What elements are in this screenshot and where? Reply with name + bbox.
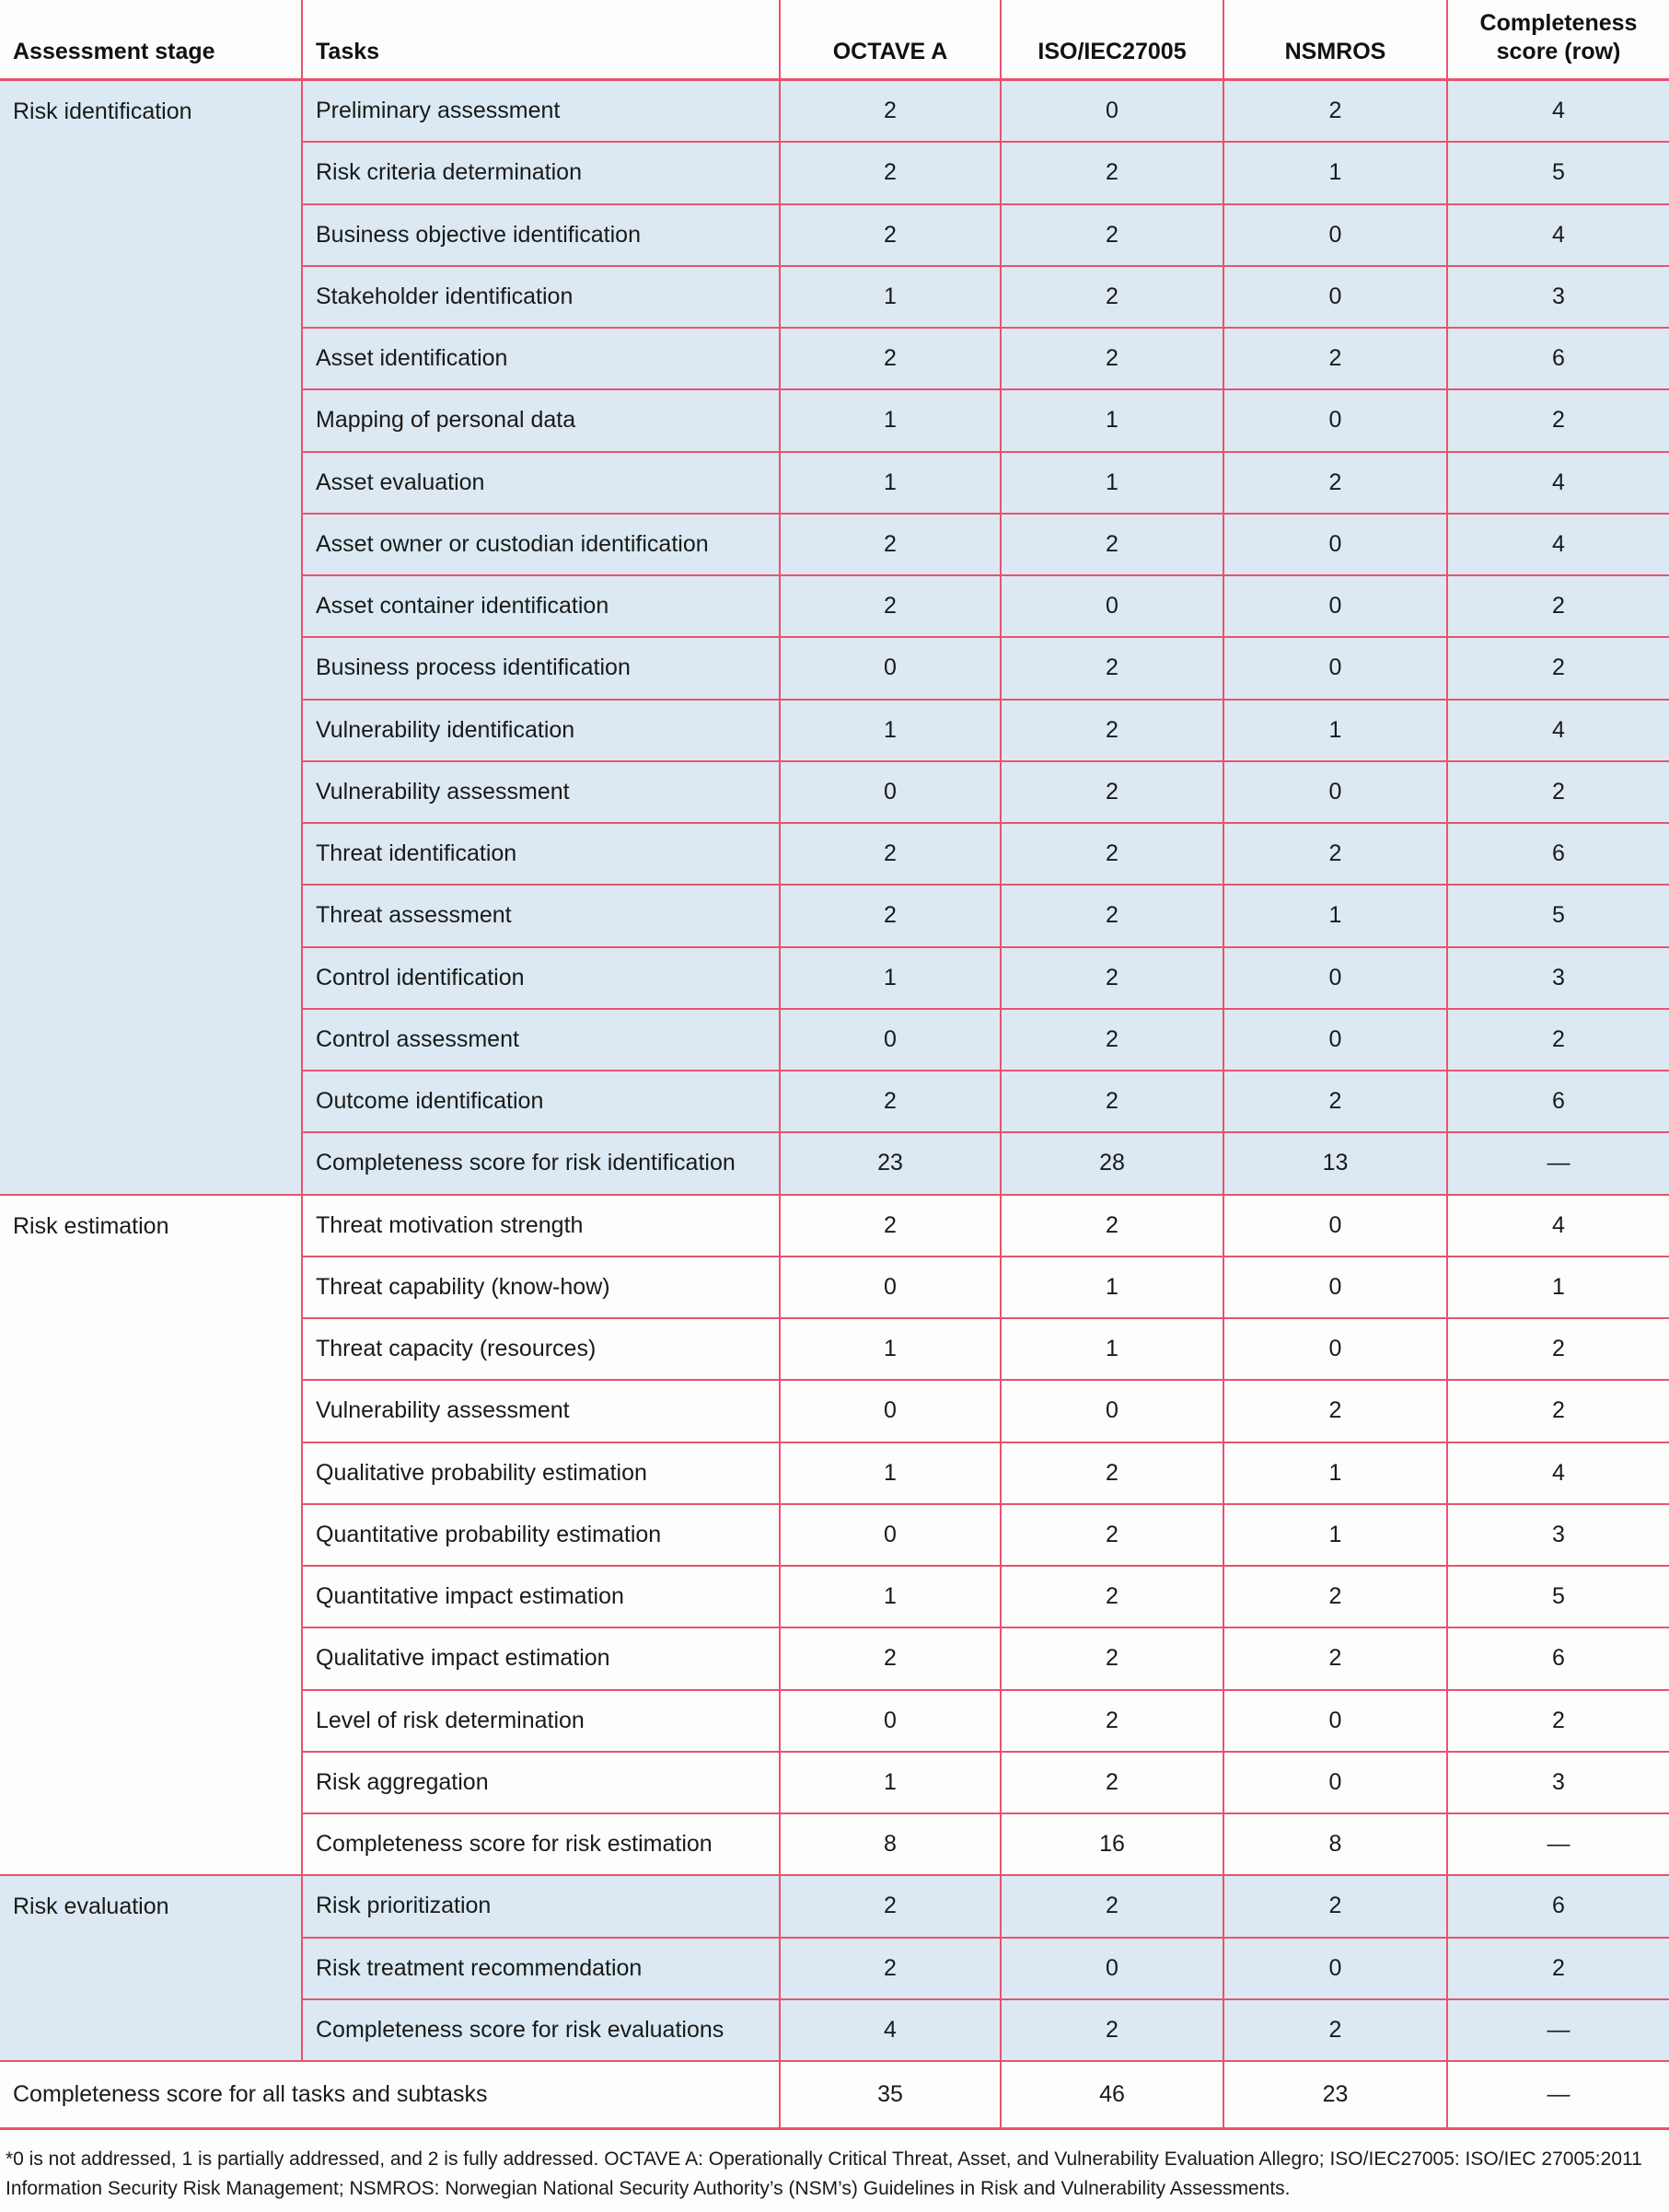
row-completeness-score-cell: — (1447, 1999, 1669, 2061)
nsmros-cell: 1 (1223, 1504, 1447, 1566)
row-completeness-score-cell: 4 (1447, 204, 1669, 266)
octave-a-cell: 0 (780, 761, 1001, 823)
task-cell: Business objective identification (302, 204, 780, 266)
octave-a-cell: 1 (780, 1318, 1001, 1380)
table-row (0, 80, 1669, 143)
column-header-assessment-stage: Assessment stage (0, 0, 302, 80)
octave-a-cell: 2 (780, 1875, 1001, 1937)
task-cell: Mapping of personal data (302, 389, 780, 451)
row-completeness-score-cell: 4 (1447, 1442, 1669, 1504)
row-completeness-score-cell: 2 (1447, 1938, 1669, 1999)
nsmros-cell: 2 (1223, 1071, 1447, 1132)
nsmros-cell: 0 (1223, 1195, 1447, 1257)
task-cell: Qualitative impact estimation (302, 1627, 780, 1689)
row-completeness-score-cell: 1 (1447, 1257, 1669, 1318)
row-completeness-score-cell: 3 (1447, 1752, 1669, 1813)
task-cell: Business process identification (302, 637, 780, 699)
task-cell: Risk treatment recommendation (302, 1938, 780, 1999)
iso-iec27005-cell: 2 (1001, 885, 1223, 946)
table-body (0, 80, 1669, 2129)
iso-iec27005-cell: 2 (1001, 823, 1223, 885)
nsmros-cell: 0 (1223, 389, 1447, 451)
row-completeness-score-cell: 2 (1447, 389, 1669, 451)
iso-iec27005-cell: 1 (1001, 1257, 1223, 1318)
row-completeness-score-cell: 2 (1447, 637, 1669, 699)
nsmros-cell: 0 (1223, 1690, 1447, 1752)
task-cell: Threat motivation strength (302, 1195, 780, 1257)
stage-cell: Risk estimation (0, 1195, 302, 1876)
task-cell: Completeness score for risk identification (302, 1132, 780, 1194)
task-cell: Vulnerability assessment (302, 1380, 780, 1442)
octave-a-cell: 0 (780, 1257, 1001, 1318)
table-row (0, 1875, 1669, 1937)
header-row (0, 0, 1669, 80)
octave-a-cell: 2 (780, 204, 1001, 266)
row-completeness-score-cell: 2 (1447, 1690, 1669, 1752)
iso-iec27005-cell: 2 (1001, 1071, 1223, 1132)
iso-iec27005-cell: 2 (1001, 1504, 1223, 1566)
iso-iec27005-cell: 2 (1001, 514, 1223, 575)
octave-a-cell: 2 (780, 514, 1001, 575)
task-cell: Asset owner or custodian identification (302, 514, 780, 575)
column-header-tasks: Tasks (302, 0, 780, 80)
task-cell: Risk prioritization (302, 1875, 780, 1937)
row-completeness-score-cell: 5 (1447, 142, 1669, 203)
nsmros-cell: 2 (1223, 1627, 1447, 1689)
iso-iec27005-cell: 28 (1001, 1132, 1223, 1194)
iso-iec27005-cell: 0 (1001, 1380, 1223, 1442)
iso-iec27005-cell: 2 (1001, 761, 1223, 823)
octave-a-cell: 2 (780, 1938, 1001, 1999)
iso-iec27005-cell: 2 (1001, 1009, 1223, 1071)
octave-a-cell: 2 (780, 823, 1001, 885)
nsmros-cell: 0 (1223, 1257, 1447, 1318)
octave-a-cell: 2 (780, 328, 1001, 389)
iso-iec27005-cell: 2 (1001, 204, 1223, 266)
nsmros-cell: 2 (1223, 452, 1447, 514)
nsmros-cell: 2 (1223, 1875, 1447, 1937)
grand-total-iso-iec27005: 46 (1001, 2061, 1223, 2129)
row-completeness-score-cell: 2 (1447, 1380, 1669, 1442)
iso-iec27005-cell: 2 (1001, 1690, 1223, 1752)
row-completeness-score-cell: 6 (1447, 1071, 1669, 1132)
grand-total-score: — (1447, 2061, 1669, 2129)
iso-iec27005-cell: 2 (1001, 266, 1223, 328)
iso-iec27005-cell: 0 (1001, 80, 1223, 143)
octave-a-cell: 1 (780, 266, 1001, 328)
column-header-octave-a: OCTAVE A (780, 0, 1001, 80)
row-completeness-score-cell: 6 (1447, 1875, 1669, 1937)
nsmros-cell: 8 (1223, 1813, 1447, 1875)
row-completeness-score-cell: 3 (1447, 266, 1669, 328)
row-completeness-score-cell: 6 (1447, 1627, 1669, 1689)
nsmros-cell: 0 (1223, 761, 1447, 823)
octave-a-cell: 0 (780, 1690, 1001, 1752)
row-completeness-score-cell: 2 (1447, 1318, 1669, 1380)
task-cell: Control assessment (302, 1009, 780, 1071)
nsmros-cell: 2 (1223, 1999, 1447, 2061)
grand-total-row (0, 2061, 1669, 2129)
nsmros-cell: 1 (1223, 700, 1447, 761)
octave-a-cell: 1 (780, 389, 1001, 451)
nsmros-cell: 0 (1223, 1318, 1447, 1380)
stage-cell: Risk identification (0, 80, 302, 1195)
row-completeness-score-cell: 2 (1447, 575, 1669, 637)
row-completeness-score-cell: 4 (1447, 80, 1669, 143)
task-cell: Threat capability (know-how) (302, 1257, 780, 1318)
iso-iec27005-cell: 1 (1001, 452, 1223, 514)
iso-iec27005-cell: 0 (1001, 575, 1223, 637)
column-header-completeness-score-row (1447, 0, 1669, 80)
task-cell: Quantitative probability estimation (302, 1504, 780, 1566)
row-completeness-score-cell: 2 (1447, 1009, 1669, 1071)
task-cell: Level of risk determination (302, 1690, 780, 1752)
task-cell: Stakeholder identification (302, 266, 780, 328)
iso-iec27005-cell: 2 (1001, 1195, 1223, 1257)
iso-iec27005-cell: 2 (1001, 328, 1223, 389)
row-completeness-score-cell: 6 (1447, 823, 1669, 885)
completeness-header-line-2: score (row) (1496, 38, 1621, 64)
task-cell: Outcome identification (302, 1071, 780, 1132)
table-row (0, 1195, 1669, 1257)
iso-iec27005-cell: 2 (1001, 700, 1223, 761)
iso-iec27005-cell: 2 (1001, 1442, 1223, 1504)
iso-iec27005-cell: 2 (1001, 1627, 1223, 1689)
table-footnote: *0 is not addressed, 1 is partially addressed, and 2 is fully addressed. OCTAVE A: Operationally Critical Threat, Asset, and Vulnerability Evaluation Allegro; ISO/IEC27005: ISO/IEC 27005:2011 Information Security Risk Management; NSMROS: Norwegian National Security Authority’s (NSM’s) Guidelines in Risk and Vulnerability Assessments. (6, 2148, 1642, 2199)
task-cell: Risk aggregation (302, 1752, 780, 1813)
task-cell: Vulnerability assessment (302, 761, 780, 823)
nsmros-cell: 2 (1223, 1380, 1447, 1442)
iso-iec27005-cell: 2 (1001, 1999, 1223, 2061)
nsmros-cell: 0 (1223, 947, 1447, 1009)
nsmros-cell: 0 (1223, 1938, 1447, 1999)
octave-a-cell: 2 (780, 575, 1001, 637)
row-completeness-score-cell: 5 (1447, 885, 1669, 946)
task-cell: Threat capacity (resources) (302, 1318, 780, 1380)
nsmros-cell: 0 (1223, 1752, 1447, 1813)
row-completeness-score-cell: 4 (1447, 452, 1669, 514)
row-completeness-score-cell: 5 (1447, 1566, 1669, 1627)
grand-total-label: Completeness score for all tasks and subtasks (0, 2061, 780, 2129)
octave-a-cell: 0 (780, 637, 1001, 699)
task-cell: Asset identification (302, 328, 780, 389)
octave-a-cell: 2 (780, 1627, 1001, 1689)
task-cell: Vulnerability identification (302, 700, 780, 761)
octave-a-cell: 2 (780, 80, 1001, 143)
nsmros-cell: 1 (1223, 885, 1447, 946)
nsmros-cell: 0 (1223, 575, 1447, 637)
iso-iec27005-cell: 2 (1001, 1752, 1223, 1813)
row-completeness-score-cell: 4 (1447, 700, 1669, 761)
nsmros-cell: 0 (1223, 514, 1447, 575)
row-completeness-score-cell: 4 (1447, 514, 1669, 575)
nsmros-cell: 2 (1223, 328, 1447, 389)
octave-a-cell: 1 (780, 700, 1001, 761)
octave-a-cell: 2 (780, 1195, 1001, 1257)
iso-iec27005-cell: 2 (1001, 947, 1223, 1009)
iso-iec27005-cell: 0 (1001, 1938, 1223, 1999)
grand-total-nsmros: 23 (1223, 2061, 1447, 2129)
nsmros-cell: 1 (1223, 142, 1447, 203)
task-cell: Preliminary assessment (302, 80, 780, 143)
octave-a-cell: 1 (780, 1752, 1001, 1813)
row-completeness-score-cell: 3 (1447, 947, 1669, 1009)
stage-cell: Risk evaluation (0, 1875, 302, 2061)
row-completeness-score-cell: — (1447, 1813, 1669, 1875)
nsmros-cell: 1 (1223, 1442, 1447, 1504)
row-completeness-score-cell: 4 (1447, 1195, 1669, 1257)
task-cell: Asset container identification (302, 575, 780, 637)
octave-a-cell: 4 (780, 1999, 1001, 2061)
iso-iec27005-cell: 16 (1001, 1813, 1223, 1875)
column-header-nsmros: NSMROS (1223, 0, 1447, 80)
task-cell: Completeness score for risk evaluations (302, 1999, 780, 2061)
octave-a-cell: 23 (780, 1132, 1001, 1194)
task-cell: Asset evaluation (302, 452, 780, 514)
nsmros-cell: 0 (1223, 204, 1447, 266)
nsmros-cell: 2 (1223, 1566, 1447, 1627)
nsmros-cell: 2 (1223, 823, 1447, 885)
task-cell: Risk criteria determination (302, 142, 780, 203)
octave-a-cell: 2 (780, 142, 1001, 203)
octave-a-cell: 1 (780, 1442, 1001, 1504)
octave-a-cell: 8 (780, 1813, 1001, 1875)
row-completeness-score-cell: 2 (1447, 761, 1669, 823)
octave-a-cell: 1 (780, 1566, 1001, 1627)
table-header (0, 0, 1669, 80)
iso-iec27005-cell: 1 (1001, 389, 1223, 451)
iso-iec27005-cell: 2 (1001, 1566, 1223, 1627)
octave-a-cell: 0 (780, 1504, 1001, 1566)
octave-a-cell: 1 (780, 452, 1001, 514)
completeness-header-line-1: Completeness (1479, 10, 1638, 36)
octave-a-cell: 2 (780, 885, 1001, 946)
octave-a-cell: 1 (780, 947, 1001, 1009)
task-cell: Qualitative probability estimation (302, 1442, 780, 1504)
row-completeness-score-cell: — (1447, 1132, 1669, 1194)
task-cell: Threat identification (302, 823, 780, 885)
row-completeness-score-cell: 3 (1447, 1504, 1669, 1566)
octave-a-cell: 2 (780, 1071, 1001, 1132)
iso-iec27005-cell: 2 (1001, 142, 1223, 203)
column-header-iso-iec27005: ISO/IEC27005 (1001, 0, 1223, 80)
task-cell: Quantitative impact estimation (302, 1566, 780, 1627)
task-cell: Completeness score for risk estimation (302, 1813, 780, 1875)
row-completeness-score-cell: 6 (1447, 328, 1669, 389)
nsmros-cell: 0 (1223, 637, 1447, 699)
iso-iec27005-cell: 1 (1001, 1318, 1223, 1380)
task-cell: Threat assessment (302, 885, 780, 946)
nsmros-cell: 0 (1223, 1009, 1447, 1071)
iso-iec27005-cell: 2 (1001, 637, 1223, 699)
iso-iec27005-cell: 2 (1001, 1875, 1223, 1937)
octave-a-cell: 0 (780, 1009, 1001, 1071)
task-cell: Control identification (302, 947, 780, 1009)
nsmros-cell: 0 (1223, 266, 1447, 328)
octave-a-cell: 0 (780, 1380, 1001, 1442)
nsmros-cell: 2 (1223, 80, 1447, 143)
grand-total-octave-a: 35 (780, 2061, 1001, 2129)
nsmros-cell: 13 (1223, 1132, 1447, 1194)
